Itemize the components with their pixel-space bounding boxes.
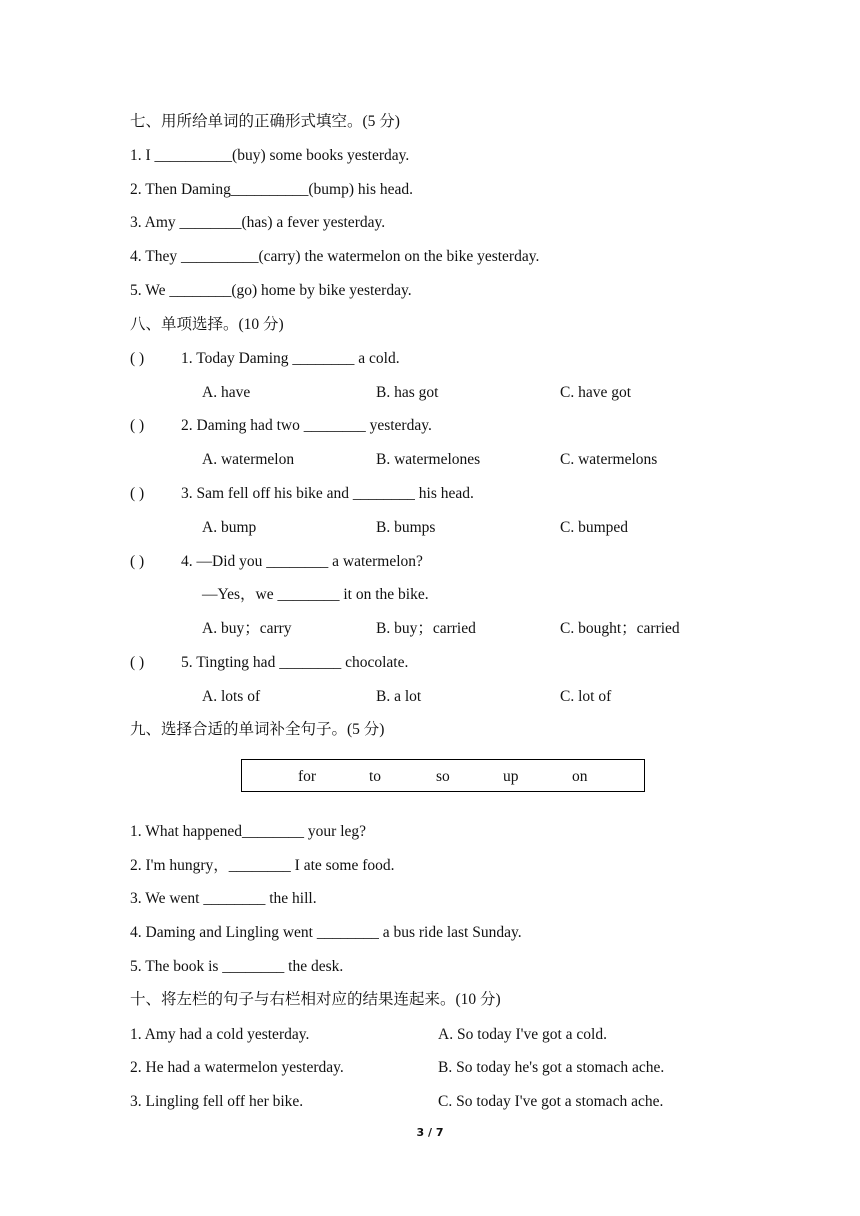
- word-bank-word: on: [572, 768, 588, 785]
- answer-paren-2: ( ): [130, 417, 145, 434]
- s8-q4-option-a: A. buy；carry: [202, 620, 292, 637]
- s10-right-b: B. So today he's got a stomach ache.: [438, 1059, 665, 1076]
- word-bank-word: so: [436, 768, 450, 785]
- s8-q4-stem-reply: —Yes，we ________ it on the bike.: [202, 586, 429, 603]
- s7-item-2: 2. Then Daming__________(bump) his head.: [130, 181, 413, 198]
- s8-q5-stem: 5. Tingting had ________ chocolate.: [181, 654, 409, 671]
- s10-left-2: 2. He had a watermelon yesterday.: [130, 1059, 344, 1076]
- word-bank-box: [241, 759, 645, 792]
- s8-q3-stem: 3. Sam fell off his bike and ________ his head.: [181, 485, 474, 502]
- s8-q5-option-a: A. lots of: [202, 688, 261, 705]
- page-number: 3 / 7: [416, 1126, 444, 1139]
- s9-item-1: 1. What happened________ your leg?: [130, 823, 367, 840]
- section-10-heading: 十、将左栏的句子与右栏相对应的结果连起来。(10 分): [130, 991, 501, 1008]
- section-7-heading: 七、用所给单词的正确形式填空。(5 分): [130, 113, 400, 130]
- s8-q1-option-b: B. has got: [376, 384, 439, 401]
- section-9-heading: 九、选择合适的单词补全句子。(5 分): [130, 721, 385, 738]
- s8-q1-stem: 1. Today Daming ________ a cold.: [181, 350, 400, 367]
- s7-item-3: 3. Amy ________(has) a fever yesterday.: [130, 214, 386, 231]
- answer-paren-5: ( ): [130, 654, 145, 671]
- s8-q1-option-c: C. have got: [560, 384, 632, 401]
- s8-q5-option-c: C. lot of: [560, 688, 612, 705]
- s8-q2-option-a: A. watermelon: [202, 451, 295, 468]
- s10-right-a: A. So today I've got a cold.: [438, 1026, 607, 1043]
- s9-item-3: 3. We went ________ the hill.: [130, 890, 317, 907]
- answer-paren-4: ( ): [130, 553, 145, 570]
- s8-q4-option-b: B. buy；carried: [376, 620, 476, 637]
- s9-item-2: 2. I'm hungry，________ I ate some food.: [130, 857, 395, 874]
- s8-q2-stem: 2. Daming had two ________ yesterday.: [181, 417, 432, 434]
- s9-item-5: 5. The book is ________ the desk.: [130, 958, 344, 975]
- s8-q5-option-b: B. a lot: [376, 688, 422, 705]
- s8-q3-option-c: C. bumped: [560, 519, 629, 536]
- s10-right-c: C. So today I've got a stomach ache.: [438, 1093, 664, 1110]
- s8-q4-stem: 4. —Did you ________ a watermelon?: [181, 553, 423, 570]
- s7-item-1: 1. I __________(buy) some books yesterday.: [130, 147, 410, 164]
- word-bank-word: up: [503, 768, 519, 785]
- answer-paren-1: ( ): [130, 350, 145, 367]
- s8-q2-option-b: B. watermelones: [376, 451, 481, 468]
- s10-left-1: 1. Amy had a cold yesterday.: [130, 1026, 310, 1043]
- s8-q4-option-c: C. bought；carried: [560, 620, 680, 637]
- s7-item-4: 4. They __________(carry) the watermelon on the bike yesterday.: [130, 248, 540, 265]
- answer-paren-3: ( ): [130, 485, 145, 502]
- s8-q3-option-a: A. bump: [202, 519, 257, 536]
- word-bank-word: to: [369, 768, 382, 785]
- s7-item-5: 5. We ________(go) home by bike yesterday.: [130, 282, 412, 299]
- word-bank-word: for: [298, 768, 317, 785]
- s10-left-3: 3. Lingling fell off her bike.: [130, 1093, 304, 1110]
- s8-q2-option-c: C. watermelons: [560, 451, 658, 468]
- section-8-heading: 八、单项选择。(10 分): [130, 316, 284, 333]
- s9-item-4: 4. Daming and Lingling went ________ a bus ride last Sunday.: [130, 924, 522, 941]
- s8-q3-option-b: B. bumps: [376, 519, 436, 536]
- s8-q1-option-a: A. have: [202, 384, 251, 401]
